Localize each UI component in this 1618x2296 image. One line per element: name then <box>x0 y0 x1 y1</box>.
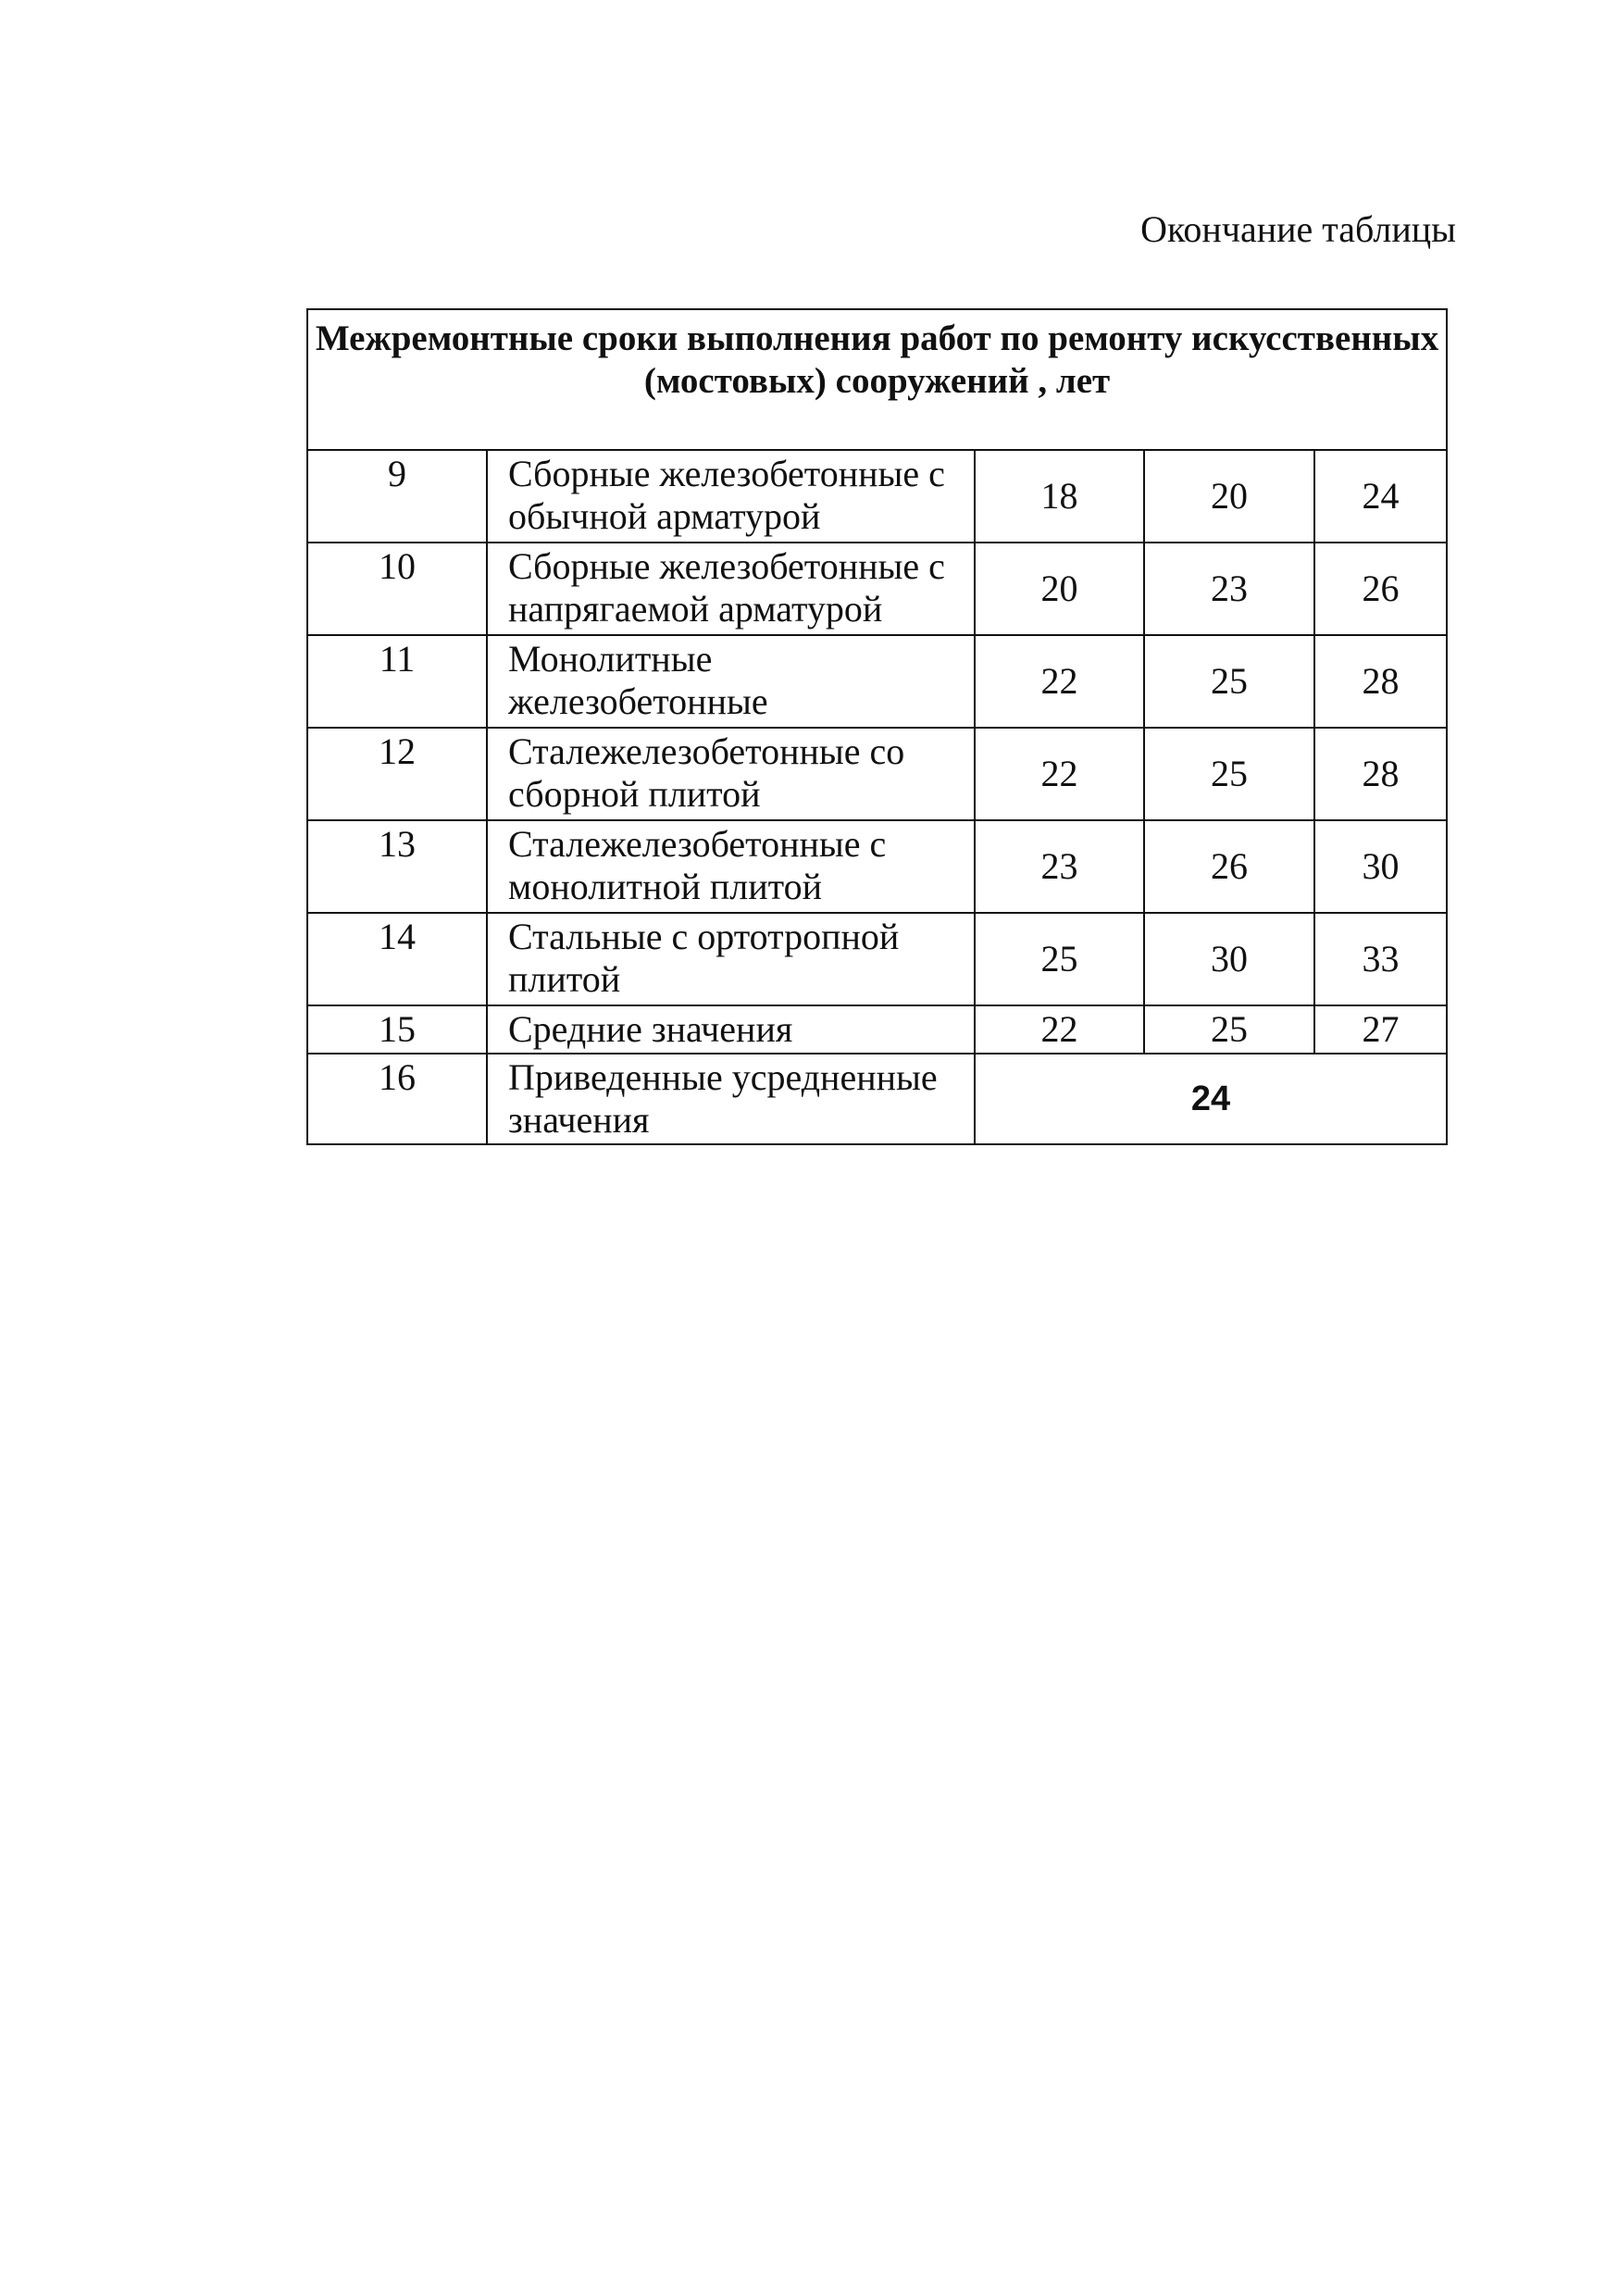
row-description: Сталежелезобетонные со сборной плитой <box>487 728 975 820</box>
row-value-1: 22 <box>975 1005 1144 1054</box>
table-row <box>307 728 1447 820</box>
row-value-2: 25 <box>1144 1005 1314 1054</box>
row-value-3: 33 <box>1314 913 1447 1005</box>
row-value-1: 22 <box>975 635 1144 728</box>
row-value-2: 26 <box>1144 820 1314 913</box>
row-number: 11 <box>307 635 487 728</box>
row-value-3: 28 <box>1314 728 1447 820</box>
table-header-row <box>307 309 1447 450</box>
reduced-average-value: 24 <box>975 1054 1447 1144</box>
row-number: 13 <box>307 820 487 913</box>
table-row <box>307 635 1447 728</box>
row-value-2: 25 <box>1144 728 1314 820</box>
row-value-3: 27 <box>1314 1005 1447 1054</box>
table-row <box>307 820 1447 913</box>
row-value-1: 18 <box>975 450 1144 543</box>
table-header: Межремонтные сроки выполнения работ по ремонту искусственных (мостовых) сооружений , лет <box>307 309 1447 450</box>
row-value-2: 30 <box>1144 913 1314 1005</box>
repair-intervals-table <box>306 308 1448 1145</box>
table-continuation-caption: Окончание таблицы <box>1140 208 1456 250</box>
table-row <box>307 450 1447 543</box>
table-row-averages <box>307 1005 1447 1054</box>
row-value-3: 28 <box>1314 635 1447 728</box>
row-value-1: 22 <box>975 728 1144 820</box>
row-value-1: 23 <box>975 820 1144 913</box>
row-number: 16 <box>307 1054 487 1144</box>
row-description: Стальные с ортотропной плитой <box>487 913 975 1005</box>
row-description: Средние значения <box>487 1005 975 1054</box>
row-number: 9 <box>307 450 487 543</box>
row-value-1: 25 <box>975 913 1144 1005</box>
row-number: 15 <box>307 1005 487 1054</box>
row-description: Сборные железобетонные с обычной арматурой <box>487 450 975 543</box>
table-row <box>307 913 1447 1005</box>
row-number: 14 <box>307 913 487 1005</box>
row-description: Приведенные усредненные значения <box>487 1054 975 1144</box>
row-description: Сборные железобетонные с напрягаемой арматурой <box>487 543 975 635</box>
row-value-2: 23 <box>1144 543 1314 635</box>
table-row-reduced-average <box>307 1054 1447 1144</box>
row-description: Монолитные железобетонные <box>487 635 975 728</box>
table-row <box>307 543 1447 635</box>
row-value-1: 20 <box>975 543 1144 635</box>
row-number: 12 <box>307 728 487 820</box>
row-value-3: 24 <box>1314 450 1447 543</box>
row-number: 10 <box>307 543 487 635</box>
row-value-2: 20 <box>1144 450 1314 543</box>
row-value-3: 26 <box>1314 543 1447 635</box>
row-description: Сталежелезобетонные с монолитной плитой <box>487 820 975 913</box>
row-value-2: 25 <box>1144 635 1314 728</box>
row-value-3: 30 <box>1314 820 1447 913</box>
